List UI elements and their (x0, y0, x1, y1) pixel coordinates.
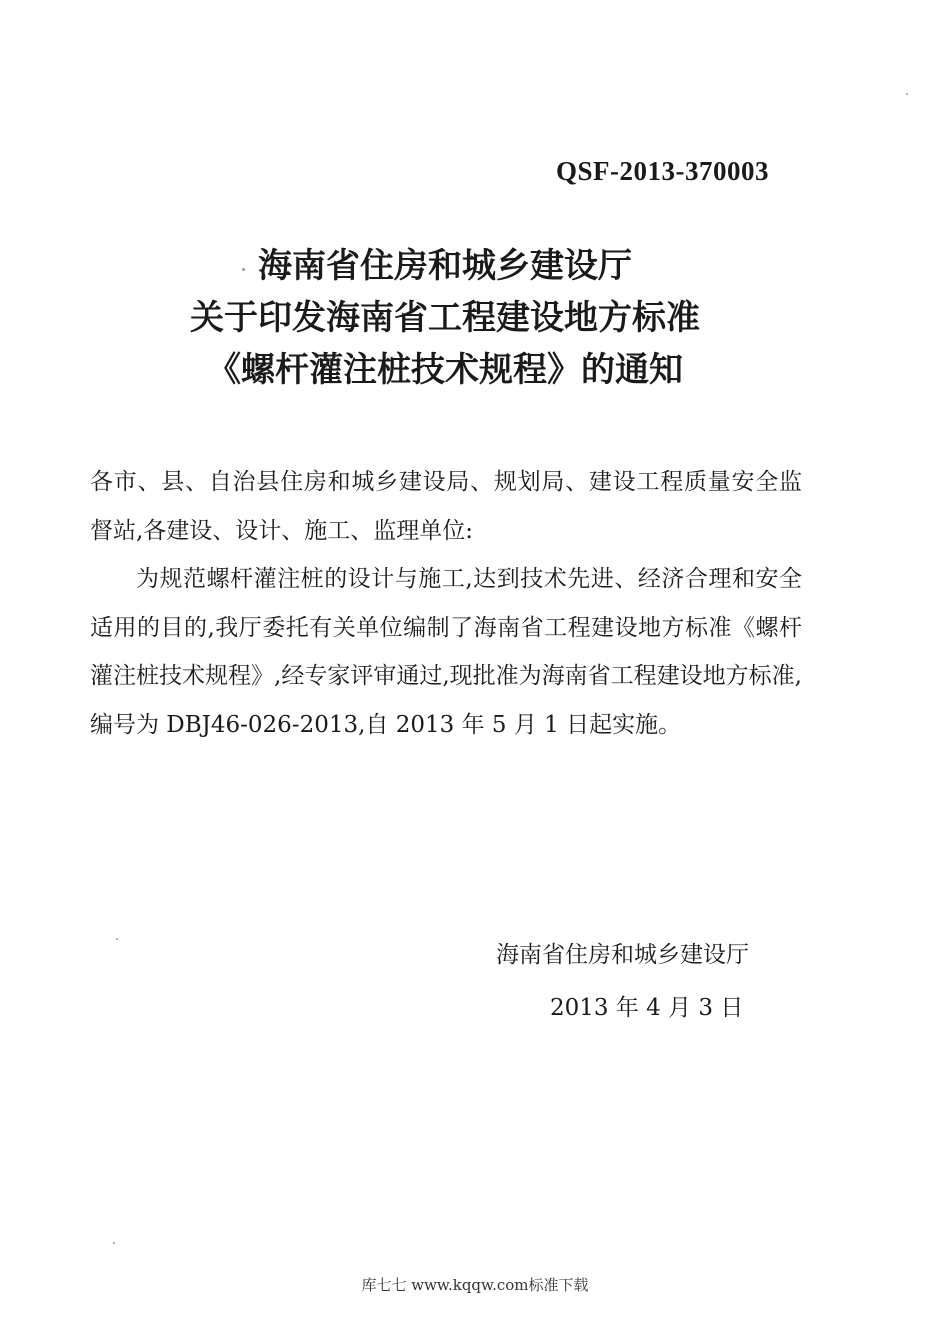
title-line-2: 关于印发海南省工程建设地方标准 (190, 298, 700, 338)
title-line-3: 《螺杆灌注桩技术规程》的通知 (207, 350, 683, 390)
footer-watermark: 库七七 www.kqqw.com标准下载 (361, 1276, 589, 1294)
issue-date: 2013 年 4 月 3 日 (550, 995, 744, 1021)
notice-body (90, 458, 802, 749)
title-line-1: 海南省住房和城乡建设厅 (258, 246, 632, 286)
scan-speck (242, 268, 245, 271)
scan-speck (116, 938, 118, 940)
issuer-signature: 海南省住房和城乡建设厅 (496, 942, 749, 968)
body-paragraph: 为规范螺杆灌注桩的设计与施工,达到技术先进、经济合理和安全适用的目的,我厅委托有关单位编制了海南省工程建设地方标准《螺杆灌注桩技术规程》,经专家评审通过,现批准为海南省工程建设地方标准,编号为 DBJ46-026-2013,自 2013 年 5 月 1 日起实施。 (90, 566, 802, 738)
document-number: QSF-2013-370003 (556, 156, 769, 186)
document-title (0, 240, 890, 396)
salutation: 各市、县、自治县住房和城乡建设局、规划局、建设工程质量安全监督站,各建设、设计、施工、监理单位: (90, 469, 802, 544)
scan-speck (113, 1242, 115, 1244)
scan-speck (906, 93, 908, 95)
